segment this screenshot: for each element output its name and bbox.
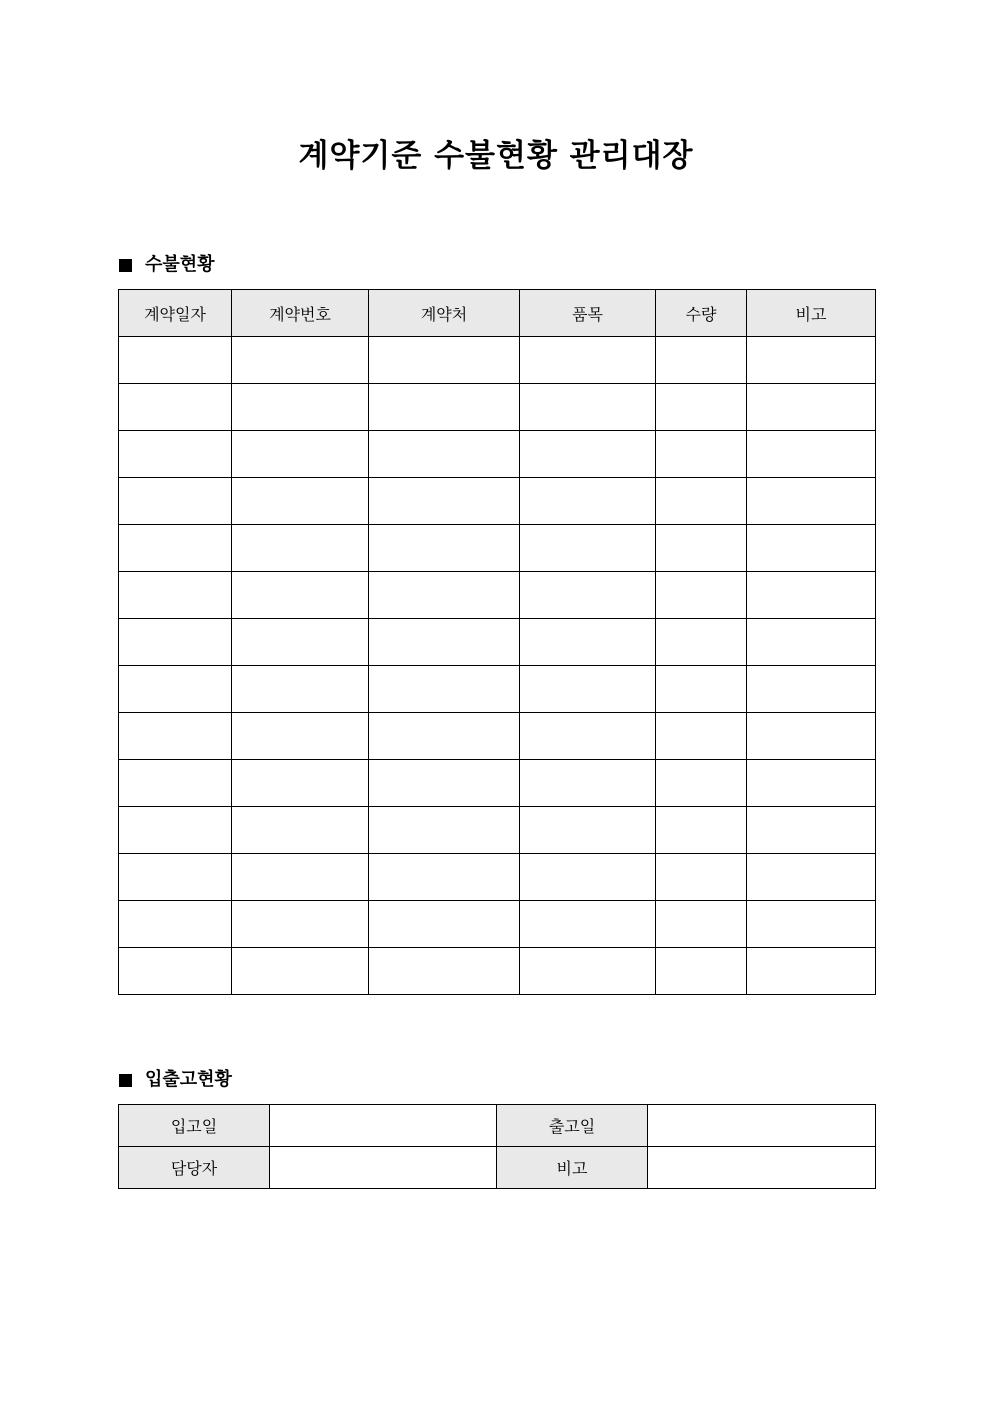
contractor-cell[interactable]: [369, 666, 520, 713]
table-row: [119, 901, 876, 948]
section-heading-label: 입출고현황: [145, 1069, 232, 1090]
person-in-charge-field[interactable]: [270, 1147, 497, 1189]
contract-date-cell[interactable]: [119, 384, 232, 431]
contract-number-cell[interactable]: [232, 760, 369, 807]
quantity-cell[interactable]: [656, 713, 747, 760]
contract-number-cell[interactable]: [232, 948, 369, 995]
quantity-cell[interactable]: [656, 384, 747, 431]
quantity-cell[interactable]: [656, 666, 747, 713]
contractor-cell[interactable]: [369, 713, 520, 760]
quantity-cell[interactable]: [656, 807, 747, 854]
item-cell[interactable]: [520, 478, 656, 525]
contract-number-cell[interactable]: [232, 901, 369, 948]
remarks-cell[interactable]: [747, 431, 876, 478]
quantity-cell[interactable]: [656, 760, 747, 807]
column-header-contract-number: 계약번호: [232, 290, 369, 337]
table-row: [119, 525, 876, 572]
section-heading-supply-status: [119, 252, 215, 278]
quantity-cell[interactable]: [656, 337, 747, 384]
item-cell[interactable]: [520, 666, 656, 713]
column-header-contractor: 계약처: [369, 290, 520, 337]
quantity-cell[interactable]: [656, 525, 747, 572]
item-cell[interactable]: [520, 619, 656, 666]
remarks-cell[interactable]: [747, 713, 876, 760]
remarks-cell[interactable]: [747, 901, 876, 948]
contract-date-cell[interactable]: [119, 431, 232, 478]
table-row: [119, 384, 876, 431]
item-cell[interactable]: [520, 525, 656, 572]
contract-date-cell[interactable]: [119, 854, 232, 901]
remarks-cell[interactable]: [747, 572, 876, 619]
contract-number-cell[interactable]: [232, 807, 369, 854]
label-shipping-date: 출고일: [497, 1105, 648, 1147]
contract-date-cell[interactable]: [119, 478, 232, 525]
table-row: [119, 948, 876, 995]
quantity-cell[interactable]: [656, 948, 747, 995]
remarks-cell[interactable]: [747, 337, 876, 384]
square-bullet-icon: [119, 259, 132, 272]
contract-date-cell[interactable]: [119, 666, 232, 713]
item-cell[interactable]: [520, 901, 656, 948]
table-row: [119, 807, 876, 854]
remarks-cell[interactable]: [747, 384, 876, 431]
supply-status-table: [118, 289, 876, 995]
contract-date-cell[interactable]: [119, 948, 232, 995]
remarks-cell[interactable]: [747, 619, 876, 666]
contractor-cell[interactable]: [369, 807, 520, 854]
remarks-cell[interactable]: [747, 478, 876, 525]
contractor-cell[interactable]: [369, 619, 520, 666]
receiving-date-field[interactable]: [270, 1105, 497, 1147]
remarks-cell[interactable]: [747, 854, 876, 901]
contract-number-cell[interactable]: [232, 666, 369, 713]
contract-number-cell[interactable]: [232, 478, 369, 525]
quantity-cell[interactable]: [656, 619, 747, 666]
contractor-cell[interactable]: [369, 478, 520, 525]
contractor-cell[interactable]: [369, 337, 520, 384]
remarks-cell[interactable]: [747, 948, 876, 995]
supply-status-table-body: [119, 337, 876, 995]
quantity-cell[interactable]: [656, 478, 747, 525]
quantity-cell[interactable]: [656, 901, 747, 948]
contractor-cell[interactable]: [369, 901, 520, 948]
column-header-contract-date: 계약일자: [119, 290, 232, 337]
table-header-row: [119, 290, 876, 337]
contract-date-cell[interactable]: [119, 525, 232, 572]
table-row: [119, 666, 876, 713]
table-row: [119, 1147, 876, 1189]
item-cell[interactable]: [520, 948, 656, 995]
column-header-remarks: 비고: [747, 290, 876, 337]
item-cell[interactable]: [520, 337, 656, 384]
contract-number-cell[interactable]: [232, 337, 369, 384]
contractor-cell[interactable]: [369, 572, 520, 619]
contractor-cell[interactable]: [369, 948, 520, 995]
table-row: [119, 1105, 876, 1147]
contract-number-cell[interactable]: [232, 713, 369, 760]
contract-date-cell[interactable]: [119, 619, 232, 666]
shipping-date-field[interactable]: [648, 1105, 876, 1147]
contractor-cell[interactable]: [369, 384, 520, 431]
square-bullet-icon: [119, 1074, 132, 1087]
table-row: [119, 854, 876, 901]
table-row: [119, 337, 876, 384]
item-cell[interactable]: [520, 431, 656, 478]
item-cell[interactable]: [520, 384, 656, 431]
item-cell[interactable]: [520, 760, 656, 807]
remarks-cell[interactable]: [747, 525, 876, 572]
label-receiving-date: 입고일: [119, 1105, 270, 1147]
quantity-cell[interactable]: [656, 431, 747, 478]
table-row: [119, 431, 876, 478]
item-cell[interactable]: [520, 854, 656, 901]
column-header-item: 품목: [520, 290, 656, 337]
table-row: [119, 713, 876, 760]
contract-date-cell[interactable]: [119, 807, 232, 854]
item-cell[interactable]: [520, 572, 656, 619]
section-heading-inout-status: [119, 1067, 232, 1093]
remarks-field[interactable]: [648, 1147, 876, 1189]
contractor-cell[interactable]: [369, 760, 520, 807]
contract-number-cell[interactable]: [232, 619, 369, 666]
label-person-in-charge: 담당자: [119, 1147, 270, 1189]
quantity-cell[interactable]: [656, 572, 747, 619]
table-row: [119, 478, 876, 525]
column-header-quantity: 수량: [656, 290, 747, 337]
remarks-cell[interactable]: [747, 807, 876, 854]
quantity-cell[interactable]: [656, 854, 747, 901]
contract-number-cell[interactable]: [232, 431, 369, 478]
contractor-cell[interactable]: [369, 431, 520, 478]
contractor-cell[interactable]: [369, 854, 520, 901]
contract-date-cell[interactable]: [119, 901, 232, 948]
remarks-cell[interactable]: [747, 760, 876, 807]
remarks-cell[interactable]: [747, 666, 876, 713]
contract-number-cell[interactable]: [232, 572, 369, 619]
contractor-cell[interactable]: [369, 525, 520, 572]
contract-date-cell[interactable]: [119, 760, 232, 807]
inout-status-table: [118, 1104, 876, 1189]
contract-number-cell[interactable]: [232, 525, 369, 572]
contract-number-cell[interactable]: [232, 854, 369, 901]
item-cell[interactable]: [520, 713, 656, 760]
label-remarks: 비고: [497, 1147, 648, 1189]
table-row: [119, 619, 876, 666]
section-heading-label: 수불현황: [145, 254, 215, 275]
contract-date-cell[interactable]: [119, 572, 232, 619]
table-row: [119, 760, 876, 807]
contract-date-cell[interactable]: [119, 713, 232, 760]
table-row: [119, 572, 876, 619]
page-title: 계약기준 수불현황 관리대장: [298, 138, 694, 174]
contract-number-cell[interactable]: [232, 384, 369, 431]
contract-date-cell[interactable]: [119, 337, 232, 384]
item-cell[interactable]: [520, 807, 656, 854]
